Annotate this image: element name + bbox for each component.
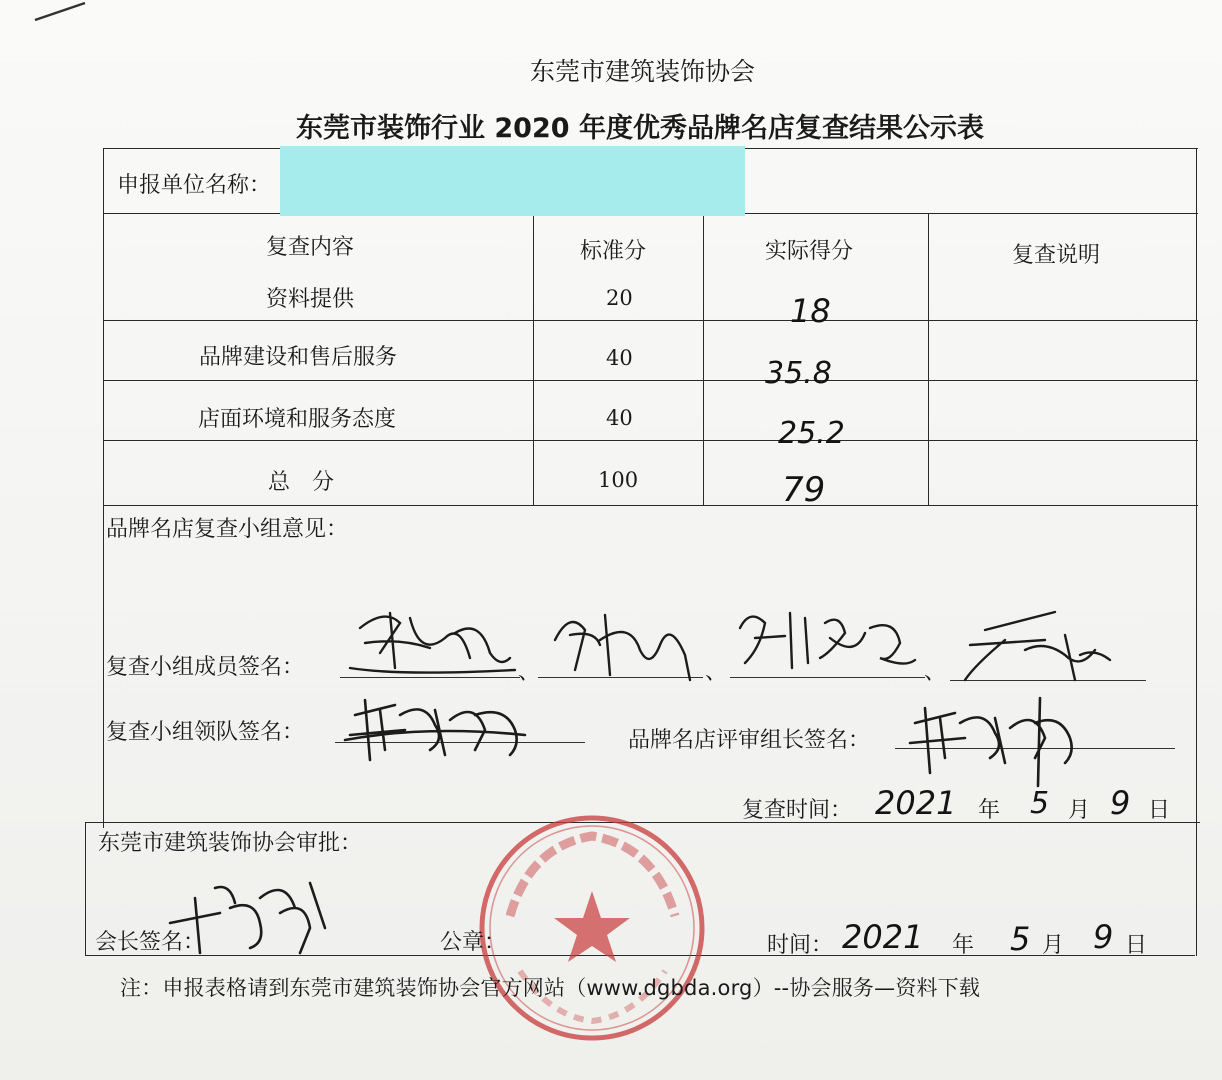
stray-pen-mark <box>30 0 90 24</box>
member-signature-2 <box>540 600 705 685</box>
seal-label: 公章： <box>440 930 507 955</box>
row-standard: 40 <box>606 346 633 370</box>
member-signature-4 <box>945 600 1115 690</box>
president-signature <box>160 868 335 958</box>
member-signature-3 <box>730 598 920 683</box>
row-actual-handwritten: 25.2 <box>778 416 845 451</box>
header-review-note: 复查说明 <box>1012 243 1101 268</box>
judge-signature <box>900 688 1080 788</box>
members-signature-label: 复查小组成员签名： <box>106 655 305 680</box>
table-border-right <box>1196 148 1197 956</box>
row-actual-handwritten: 18 <box>790 292 831 330</box>
leader-signature-label: 复查小组领队签名： <box>106 720 305 745</box>
year-unit: 年 <box>978 798 1001 823</box>
official-seal <box>470 806 715 1051</box>
president-signature-label: 会长签名： <box>95 930 206 955</box>
col-divider <box>703 213 704 505</box>
header-standard-score: 标准分 <box>580 239 647 264</box>
day-unit: 日 <box>1148 798 1171 823</box>
table-border-left <box>85 822 86 955</box>
table-border-left <box>103 148 104 828</box>
header-actual-score: 实际得分 <box>765 239 854 264</box>
approval-month-handwritten: 5 <box>1010 920 1031 958</box>
judge-signature-label: 品牌名店评审组长签名： <box>628 728 871 753</box>
review-day-handwritten: 9 <box>1110 784 1131 822</box>
separator: 、 <box>705 660 728 685</box>
row-item: 资料提供 <box>266 287 355 312</box>
row-actual-total-handwritten: 79 <box>782 470 826 510</box>
redacted-applicant-name <box>280 146 745 216</box>
row-standard: 40 <box>606 406 633 430</box>
row-item: 店面环境和服务态度 <box>198 407 397 432</box>
review-year-handwritten: 2021 <box>875 784 957 822</box>
col-divider <box>928 213 929 505</box>
review-month-handwritten: 5 <box>1030 786 1050 821</box>
table-border <box>103 440 1198 441</box>
form-title: 东莞市装饰行业 2020 年度优秀品牌名店复查结果公示表 <box>296 113 984 144</box>
table-border <box>103 320 1198 321</box>
member-signature-1 <box>340 598 520 683</box>
approval-label: 东莞市建筑装饰协会审批： <box>98 831 363 856</box>
header-review-content: 复查内容 <box>266 235 355 260</box>
day-unit: 日 <box>1125 933 1148 958</box>
month-unit: 月 <box>1042 933 1065 958</box>
month-unit: 月 <box>1068 798 1091 823</box>
opinion-label: 品牌名店复查小组意见： <box>106 517 349 542</box>
approval-year-handwritten: 2021 <box>842 918 924 956</box>
applicant-label: 申报单位名称： <box>117 173 272 198</box>
year-unit: 年 <box>952 933 975 958</box>
approval-time-label: 时间： <box>767 933 834 958</box>
col-divider <box>533 213 534 505</box>
footnote: 注：申报表格请到东莞市建筑装饰协会官方网站（www.dgbda.org）--协会服务—资料下载 <box>120 976 981 1000</box>
row-standard: 20 <box>606 286 633 310</box>
row-actual-handwritten: 35.8 <box>765 356 832 391</box>
review-date-label: 复查时间： <box>742 798 853 823</box>
org-name: 东莞市建筑装饰协会 <box>530 57 756 86</box>
row-item: 品牌建设和售后服务 <box>199 345 398 370</box>
row-standard-total: 100 <box>598 468 639 492</box>
separator: 、 <box>924 660 947 685</box>
separator: 、 <box>518 660 541 685</box>
table-border <box>103 380 1198 381</box>
approval-day-handwritten: 9 <box>1093 918 1114 956</box>
row-item-total: 总 分 <box>268 470 335 495</box>
table-border <box>103 505 1198 506</box>
leader-signature <box>335 680 535 770</box>
